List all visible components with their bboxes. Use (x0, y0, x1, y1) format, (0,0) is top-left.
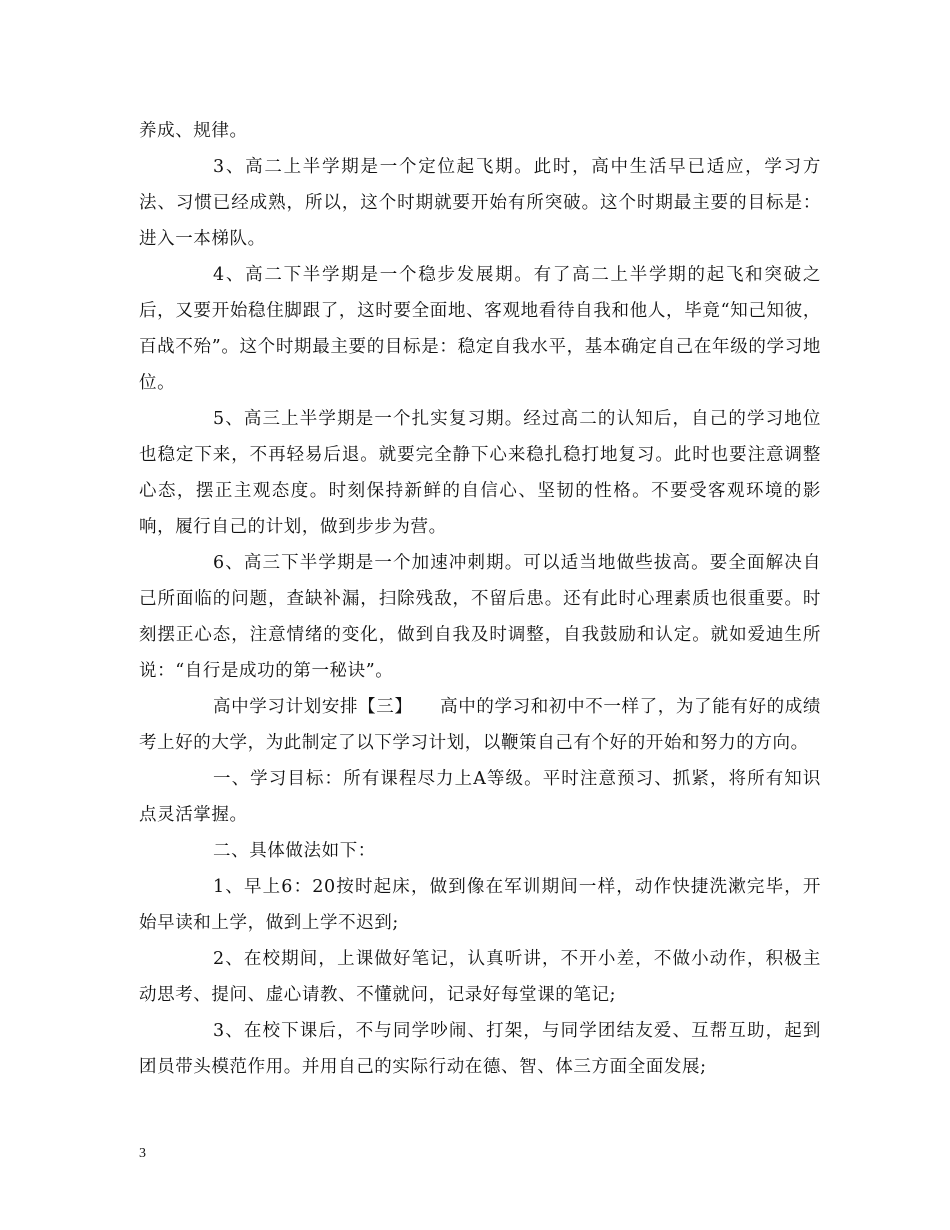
page-number: 3 (139, 1146, 146, 1161)
paragraph-10: 2、在校期间，上课做好笔记，认真听讲，不开小差，不做小动作，积极主动思考、提问、虚心请教、不懂就问，记录好每堂课的笔记; (139, 949, 821, 1005)
paragraph-11: 3、在校下课后，不与同学吵闹、打架，与同学团结友爱、互帮互助，起到团员带头模范作用。并用自己的实际行动在德、智、体三方面全面发展; (139, 1021, 821, 1077)
paragraph-1: 养成、规律。 (139, 121, 248, 141)
paragraph-5: 6、高三下半学期是一个加速冲刺期。可以适当地做些拔高。要全面解决自己所面临的问题，查缺补漏，扫除残敌，不留后患。还有此时心理素质也很重要。时刻摆正心态，注意情绪的变化，做到自我及时调整，自我鼓励和认定。就如爱迪生所说：“自行是成功的第一秘诀”。 (139, 553, 821, 681)
paragraph-4: 5、高三上半学期是一个扎实复习期。经过高二的认知后，自己的学习地位也稳定下来，不再轻易后退。就要完全静下心来稳扎稳打地复习。此时也要注意调整心态，摆正主观态度。时刻保持新鲜的自信心、坚韧的性格。不要受客观环境的影响，履行自己的计划，做到步步为营。 (139, 409, 821, 537)
paragraph-2: 3、高二上半学期是一个定位起飞期。此时，高中生活早已适应，学习方法、习惯已经成熟，所以，这个时期就要开始有所突破。这个时期最主要的目标是：进入一本梯队。 (139, 157, 821, 249)
paragraph-7: 一、学习目标：所有课程尽力上A等级。平时注意预习、抓紧，将所有知识点灵活掌握。 (139, 769, 821, 825)
paragraph-6: 高中学习计划安排【三】 高中的学习和初中不一样了，为了能有好的成绩考上好的大学，为此制定了以下学习计划，以鞭策自己有个好的开始和努力的方向。 (139, 697, 821, 753)
paragraph-9: 1、早上6：20按时起床，做到像在军训期间一样，动作快捷洗漱完毕，开始早读和上学，做到上学不迟到; (139, 877, 821, 933)
paragraph-8: 二、具体做法如下： (213, 841, 376, 861)
paragraph-3: 4、高二下半学期是一个稳步发展期。有了高二上半学期的起飞和突破之后，又要开始稳住脚跟了，这时要全面地、客观地看待自我和他人，毕竟“知己知彼，百战不殆”。这个时期最主要的目标是：稳定自我水平，基本确定自己在年级的学习地位。 (139, 265, 821, 393)
document-body (139, 113, 821, 1085)
